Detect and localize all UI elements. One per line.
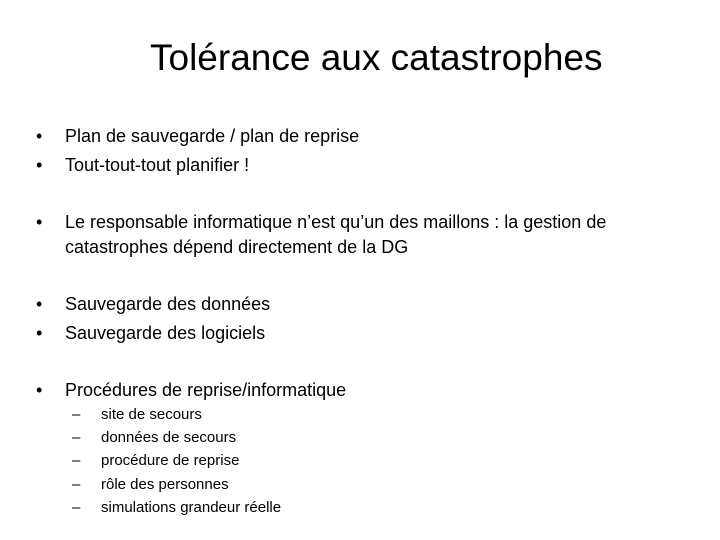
dash-icon: – — [72, 452, 81, 469]
bullet-text: Le responsable informatique n’est qu’un des maillons : la gestion de — [65, 212, 607, 232]
bullet-text: Plan de sauvegarde / plan de reprise — [65, 126, 360, 146]
bullet-text: catastrophes dépend directement de la DG — [65, 237, 409, 257]
dash-icon: – — [72, 406, 81, 423]
bullet-text: Tout-tout-tout planifier ! — [65, 155, 250, 175]
bullet-text: Procédures de reprise/informatique — [65, 380, 347, 400]
dash-icon: – — [72, 476, 81, 493]
bullet-icon: • — [36, 323, 43, 343]
bullet-text: Sauvegarde des logiciels — [65, 323, 266, 343]
sub-item-text: données de secours — [101, 429, 237, 446]
bullet-icon: • — [36, 126, 43, 146]
bullet-icon: • — [36, 155, 43, 175]
sub-item-text: procédure de reprise — [101, 452, 240, 469]
bullet-icon: • — [36, 380, 43, 400]
dash-icon: – — [72, 429, 81, 446]
sub-item-text: rôle des personnes — [101, 476, 229, 493]
bullet-icon: • — [36, 294, 43, 314]
dash-icon: – — [72, 499, 81, 516]
sub-item-text: site de secours — [101, 406, 202, 423]
sub-item-text: simulations grandeur réelle — [101, 499, 282, 516]
slide-title: Tolérance aux catastrophes — [150, 37, 603, 78]
bullet-icon: • — [36, 212, 43, 232]
bullet-text: Sauvegarde des données — [65, 294, 271, 314]
